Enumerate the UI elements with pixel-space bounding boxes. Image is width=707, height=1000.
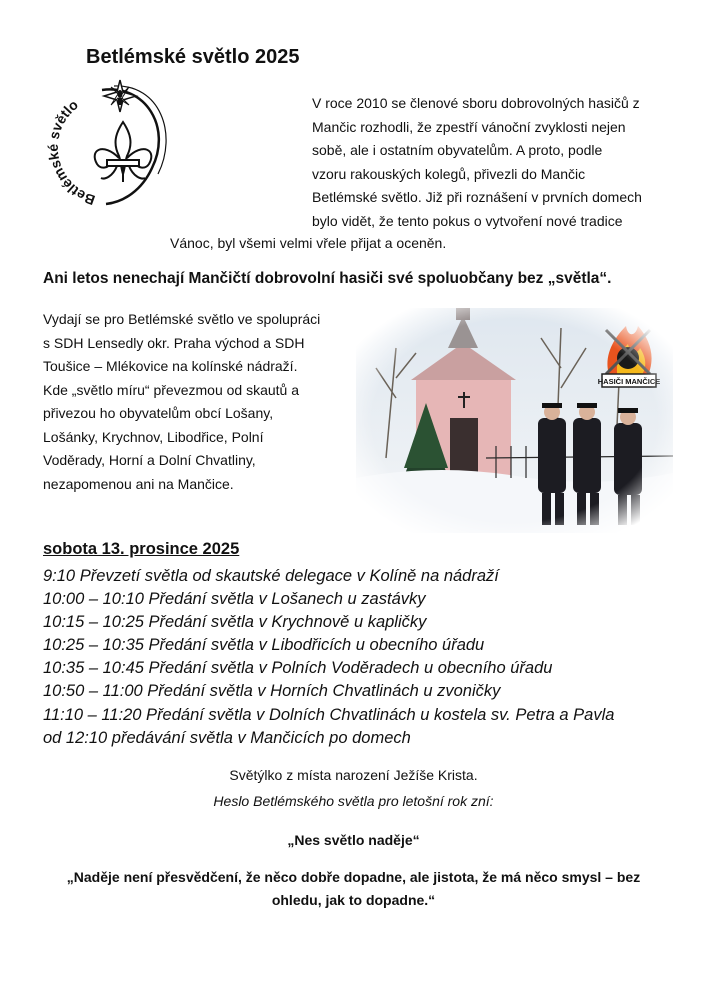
quote-line: „Naděje není přesvědčení, že něco dobře dopadne, ale jistota, že má něco smysl – bez	[66, 869, 641, 885]
firefighters-chapel-photo	[356, 308, 673, 533]
schedule-item: 9:10 Převzetí světla od skautské delegace v Kolíně na nádraží	[43, 567, 499, 585]
intro-last-line: Vánoc, byl všemi velmi vřele přijat a oceněn.	[170, 235, 447, 251]
closing-quote	[50, 866, 657, 912]
schedule-item: 11:10 – 11:20 Předání světla v Dolních Chvatlinách u kostela sv. Petra a Pavla	[43, 705, 615, 724]
svg-text:Betlémské světlo	[45, 96, 97, 208]
schedule-item: 10:50 – 11:00 Předání světla v Horních Chvatlinách u zvoničky	[43, 682, 501, 701]
intro-line: V roce 2010 se členové sboru dobrovolných hasičů z	[312, 95, 640, 111]
schedule-item: 10:25 – 10:35 Předání světla v Libodřicích u obecního úřadu	[43, 636, 485, 655]
schedule-item: 10:00 – 10:10 Předání světla v Lošanech u zastávky	[43, 590, 426, 609]
intro-line: sobě, ale i ostatním obyvatelům. A proto, podle	[312, 142, 603, 158]
intro-line: bylo vidět, že tento pokus o vytvoření nové tradice	[312, 212, 623, 229]
event-date: sobota 13. prosince 2025	[43, 540, 240, 558]
schedule-item: od 12:10 předávání světla v Mančicích po domech	[43, 728, 411, 747]
quote-line: ohledu, jak to dopadne.“	[271, 892, 436, 908]
paragraph-line: Kde „světlo míru“ převezmou od skautů a	[43, 381, 300, 398]
logo-text: Betlémské světlo	[44, 96, 97, 208]
page-title: Betlémské světlo 2025	[86, 46, 300, 68]
footer-line: Světýlko z místa narození Ježíše Krista.	[229, 767, 478, 783]
fleur-de-lis-icon	[95, 122, 152, 182]
intro-paragraph	[312, 92, 664, 233]
intro-line: Betlémské světlo. Již při roznášení v prvních domech	[312, 189, 642, 205]
paragraph-line: Toušice – Mlékovice na kolínské nádraží.	[43, 358, 298, 374]
betlemske-svetlo-logo	[44, 78, 170, 208]
schedule-list	[43, 565, 614, 750]
motto-intro: Heslo Betlémského světla pro letošní rok zní:	[213, 793, 494, 809]
paragraph-line: Vydají se pro Betlémské světlo ve spolupráci	[43, 311, 321, 327]
paragraph-line: přivezou ho obyvatelům obcí Lošany,	[43, 405, 274, 421]
schedule-item: 10:15 – 10:25 Předání světla v Krychnově u kapličky	[43, 613, 427, 632]
schedule-item: 10:35 – 10:45 Předání světla v Polních Voděradech u obecního úřadu	[43, 659, 553, 678]
motto: „Nes světlo naděje“	[287, 832, 420, 848]
intro-line: vzoru rakouských kolegů, přivezli do Mančic	[312, 165, 586, 182]
star-icon	[104, 80, 136, 112]
intro-line: Mančic rozhodli, že zpestří vánoční zvyklosti nejen	[312, 118, 626, 135]
paragraph-line: Lošánky, Krychnov, Libodřice, Polní	[43, 428, 264, 445]
paragraph-line: nezapomenou ani na Mančice.	[43, 475, 234, 492]
section-heading: Ani letos nenechají Mančičtí dobrovolní hasiči své spoluobčany bez „světla“.	[43, 270, 612, 287]
paragraph-line: s SDH Lensedly okr. Praha východ a SDH	[43, 334, 305, 351]
paragraph-line: Voděrady, Horní a Dolní Chvatliny,	[43, 452, 256, 468]
cooperation-paragraph	[43, 308, 339, 496]
